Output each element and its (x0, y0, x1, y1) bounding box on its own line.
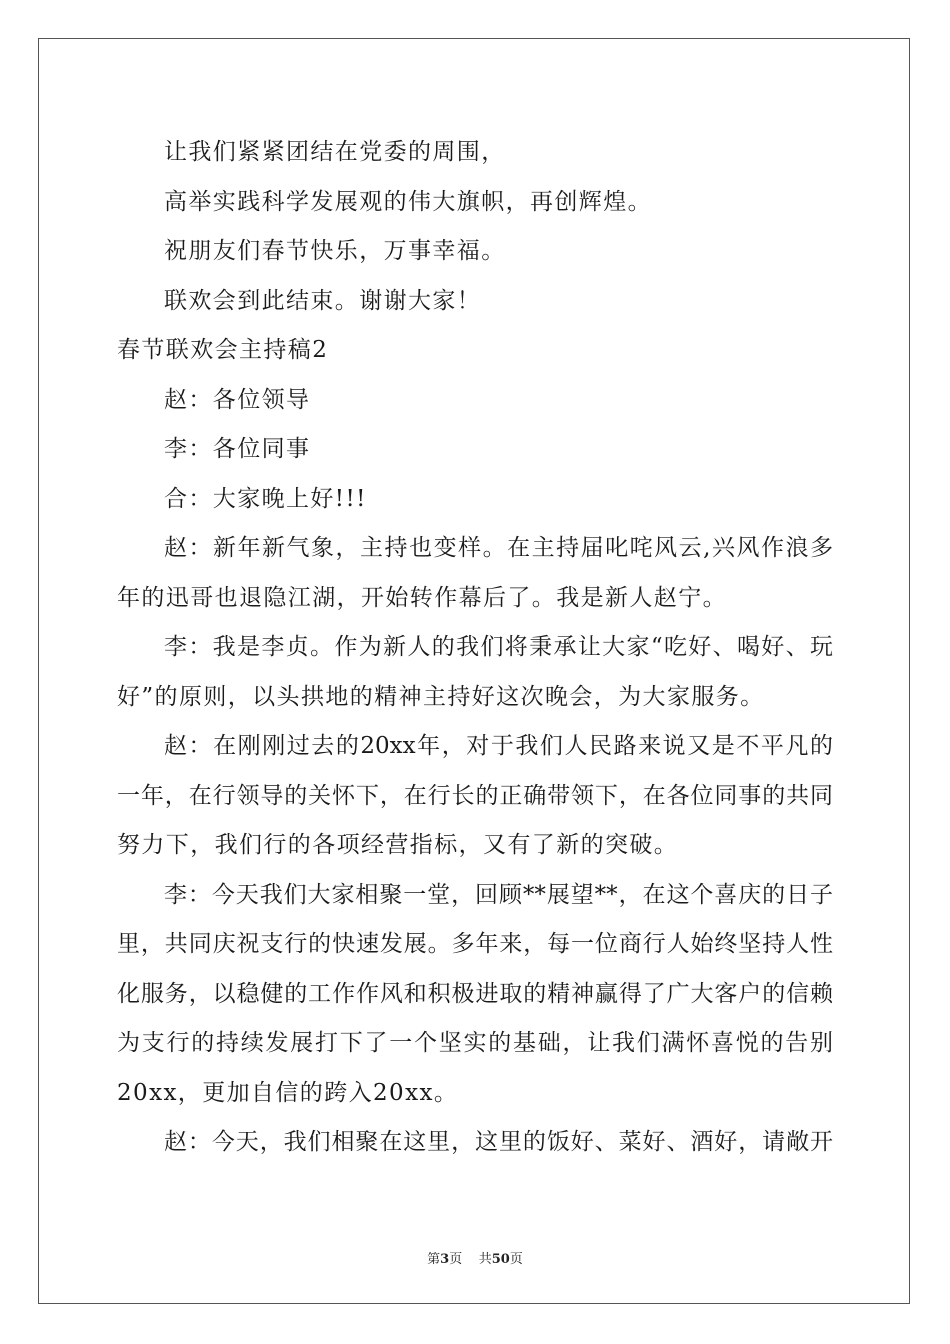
paragraph-line: 化服务，以稳健的工作作风和积极进取的精神赢得了广大客户的信赖 (117, 980, 833, 1007)
document-body (117, 128, 833, 1168)
paragraph-line: 让我们紧紧团结在党委的周围， (164, 139, 506, 165)
paragraph-line: 高举实践科学发展观的伟大旗帜，再创辉煌。 (164, 188, 652, 215)
section-heading: 春节联欢会主持稿2 (117, 337, 329, 363)
footer-total-suffix: 页 (509, 1252, 523, 1267)
paragraph-line: 赵：各位领导 (164, 386, 311, 413)
total-pages-number: 50 (491, 1252, 510, 1267)
paragraph-line: 赵：今天，我们相聚在这里，这里的饭好、菜好、酒好，请敞开 (164, 1129, 833, 1155)
paragraph-line: 好”的原则，以头拱地的精神主持好这次晚会，为大家服务。 (117, 683, 765, 710)
page-footer (0, 1248, 950, 1267)
paragraph-line: 赵：新年新气象，主持也变样。在主持届叱咤风云,兴风作浪多 (164, 535, 833, 561)
paragraph-line: 年的迅哥也退隐江湖，开始转作幕后了。我是新人赵宁。 (117, 584, 727, 611)
paragraph-line: 为支行的持续发展打下了一个坚实的基础，让我们满怀喜悦的告别 (117, 1030, 833, 1056)
paragraph-line: 里，共同庆祝支行的快速发展。多年来，每一位商行人始终坚持人性 (117, 931, 833, 957)
paragraph-line: 努力下，我们行的各项经营指标，又有了新的突破。 (117, 832, 679, 858)
paragraph-line: 李：我是李贞。作为新人的我们将秉承让大家“吃好、喝好、玩 (164, 634, 833, 660)
paragraph-line: 联欢会到此结束。谢谢大家！ (164, 287, 482, 314)
paragraph-line: 20xx，更加自信的跨入20xx。 (117, 1079, 459, 1106)
current-page-number: 3 (440, 1252, 450, 1267)
footer-total-prefix: 共 (478, 1252, 492, 1267)
paragraph-line: 一年，在行领导的关怀下，在行长的正确带领下，在各位同事的共同 (117, 782, 833, 809)
paragraph-line: 李：各位同事 (164, 436, 311, 462)
footer-page-suffix: 页 (449, 1252, 463, 1267)
paragraph-line: 祝朋友们春节快乐，万事幸福。 (164, 238, 506, 264)
paragraph-line: 赵：在刚刚过去的20xx年，对于我们人民路来说又是不平凡的 (164, 733, 833, 759)
paragraph-line: 李：今天我们大家相聚一堂，回顾**展望**，在这个喜庆的日子 (164, 881, 833, 908)
footer-prefix: 第 (427, 1252, 441, 1267)
paragraph-line: 合：大家晚上好!!! (164, 485, 367, 512)
